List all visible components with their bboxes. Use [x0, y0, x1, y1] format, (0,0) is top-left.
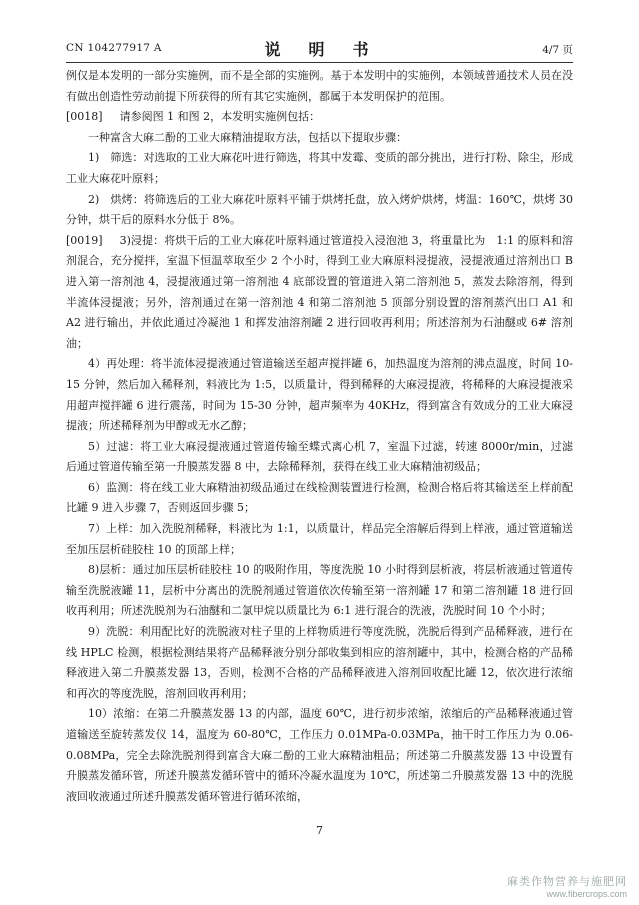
paragraph-text: 请参阅图 1 和图 2，本发明实施例包括：: [119, 110, 321, 124]
paragraph: [66, 107, 573, 128]
paragraph-text: 3)浸提：将烘干后的工业大麻花叶原料通过管道投入浸泡池 3，将重量比为 1:1 的原料和溶剂混合，充分搅拌，室温下恒温萃取至少 2 个小时，得到工业大麻原料浸提液，浸提液通过溶剂出口 B 进入第一溶剂池 4，浸提液通过第一溶剂池 4 底部设置的管道进入第二溶剂池 5，蒸发去除溶剂，得到半流体浸提液；另外，溶剂通过在第一溶剂池 4 和第二溶剂池 5 顶部分别设置的溶剂蒸汽出口 A1 和 A2 进行输出，并依此通过冷凝池 1 和挥发油溶剂罐 2 进行回收再利用；所述溶剂为石油醚或 6# 溶剂油；: [66, 233, 573, 350]
page-reference: 4/7 页: [542, 44, 573, 56]
paragraph: [66, 128, 573, 149]
document-body: [66, 66, 573, 807]
paragraph: [66, 148, 573, 189]
paragraph-text: 一种富含大麻二酚的工业大麻精油提取方法，包括以下提取步骤：: [88, 130, 407, 144]
paragraph: [66, 354, 573, 436]
paragraph-text: 7）上样：加入洗脱剂稀释，料液比为 1:1，以质量计，样品完全溶解后得到上样液，通过管道输送至加压层析硅胶柱 10 的顶部上样；: [66, 522, 573, 556]
paragraph-number: [0019]: [66, 233, 103, 247]
site-watermark: [507, 873, 627, 899]
paragraph-text: 10）浓缩：在第二升膜蒸发器 13 的内部，温度 60℃，进行初步浓缩，浓缩后的产品稀释液通过管道输送至旋转蒸发仪 14，温度为 60-80℃，工作压力 0.01MPa-0.03MPa，抽干时工作压力为 0.06-0.08MPa，完全去除洗脱剂得到富含大麻二酚的工业大麻精油粗品；所述第二升膜蒸发器 13 中设置有升膜蒸发循环管，所述升膜蒸发循环管中的循环冷凝水温度为 10℃，所述第二升膜蒸发器 13 中的洗脱液回收液通过所述升膜蒸发循环管进行循环浓缩，: [66, 707, 573, 803]
page-number: 7: [316, 824, 323, 837]
paragraph: [66, 622, 573, 704]
paragraph: [66, 437, 573, 478]
watermark-site-name: 麻类作物营养与施肥网: [507, 876, 627, 888]
paragraph-text: 8)层析：通过加压层析硅胶柱 10 的吸附作用，等度洗脱 10 小时得到层析液，将层析液通过管道传输至洗脱液罐 11，层析中分离出的洗脱剂通过管道依次传输至第一溶剂罐 17 和第二溶剂罐 18 进行回收再利用；所述洗脱剂为石油醚和二氯甲烷以质量比为 6:1 进行混合的洗液，洗脱时间 10 个小时；: [66, 563, 573, 618]
paragraph: [66, 704, 573, 807]
paragraph-text: 6）监测：将在线工业大麻精油初级品通过在线检测装置进行检测，检测合格后将其输送至上样前配比罐 9 进入步骤 7，否则返回步骤 5；: [66, 480, 573, 515]
paragraph-text: 4）再处理：将半流体浸提液通过管道输送至超声搅拌罐 6，加热温度为溶剂的沸点温度，时间 10-15 分钟，然后加入稀释剂，料液比为 1:5，以质量计，得到稀释的大麻浸提液，将稀释的大麻浸提液采用超声搅拌罐 6 进行震荡，时间为 15-30 分钟，超声频率为 40KHz，得到富含有效成分的工业大麻浸提液；所述稀释剂为甲醇或无水乙醇；: [66, 357, 573, 433]
paragraph: [66, 66, 573, 107]
page-header: [66, 36, 573, 60]
paragraph: [66, 231, 573, 355]
header-divider: [66, 62, 573, 63]
document-title: 说 明 书: [264, 40, 375, 59]
paragraph: [66, 478, 573, 519]
paragraph-text: 9）洗脱：利用配比好的洗脱液对柱子里的上样物质进行等度洗脱，洗脱后得到产品稀释液，进行在线 HPLC 检测，根据检测结果将产品稀释液分别分部收集到相应的溶剂罐中，其中，检测合格的产品稀释液进入第二升膜蒸发器 13，否则，检测不合格的产品稀释液进入溶剂回收配比罐 12，依次进行浓缩和再次的等度洗脱，溶剂回收再利用；: [66, 625, 573, 700]
paragraph: [66, 560, 573, 622]
paragraph: [66, 190, 573, 231]
paragraph-number: [0018]: [66, 110, 103, 124]
paragraph-text: 1) 筛选：对选取的工业大麻花叶进行筛选，将其中发霉、变质的部分挑出，进行打粉、除尘，形成工业大麻花叶原料；: [66, 151, 573, 185]
paragraph-text: 2) 烘烤：将筛选后的工业大麻花叶原料平铺于烘烤托盘，放入烤炉烘烤，烤温：160℃，烘烤 30 分钟，烘干后的原料水分低于 8%。: [66, 192, 573, 227]
paragraph-text: 5）过滤：将工业大麻浸提液通过管道传输至蝶式离心机 7，室温下过滤，转速 8000r/min，过滤后通过管道传输至第一升膜蒸发器 8 中，去除稀释剂，获得在线工业大麻精油初级品；: [66, 439, 573, 474]
paragraph: [66, 519, 573, 560]
watermark-url: www.fibercrops.com: [546, 889, 627, 899]
paragraph-text: 例仅是本发明的一部分实施例，而不是全部的实施例。基于本发明中的实施例，本领域普通技术人员在没有做出创造性劳动前提下所获得的所有其它实施例，都属于本发明保护的范围。: [66, 69, 573, 103]
patent-number: CN 104277917 A: [66, 42, 162, 54]
